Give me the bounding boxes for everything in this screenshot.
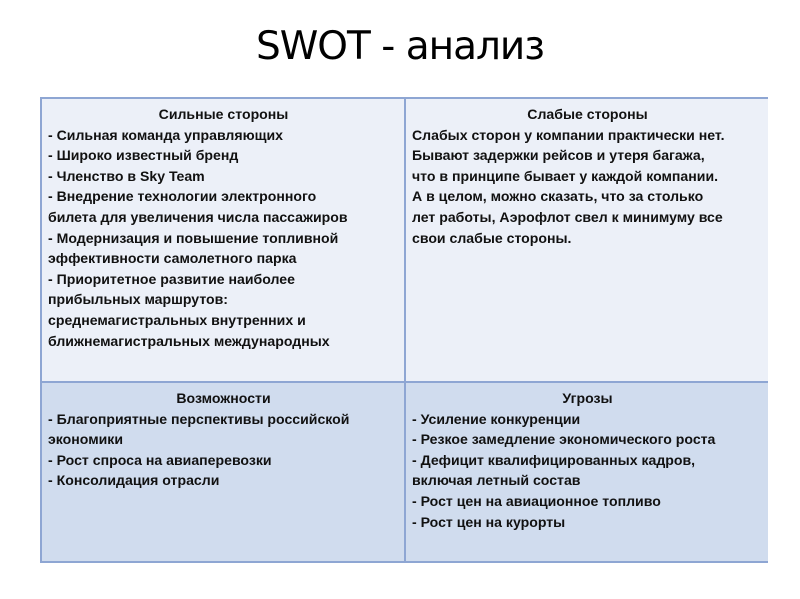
- threats-line: включая летный состав: [412, 472, 581, 489]
- threats-cell: [406, 383, 768, 561]
- weaknesses-line: А в целом, можно сказать, что за столько: [412, 188, 704, 205]
- weaknesses-line: Слабых сторон у компании практически нет.: [412, 126, 725, 143]
- strengths-line: - Членство в Sky Team: [48, 167, 205, 184]
- swot-table: [40, 97, 768, 563]
- weaknesses-line: Бывают задержки рейсов и утеря багажа,: [412, 147, 705, 164]
- strengths-line: эффективности самолетного парка: [48, 250, 297, 267]
- weaknesses-line: свои слабые стороны.: [412, 229, 572, 246]
- weaknesses-line: лет работы, Аэрофлот свел к минимуму все: [412, 208, 723, 225]
- threats-line: - Дефицит квалифицированных кадров,: [412, 451, 696, 468]
- threats-heading: Угрозы: [562, 390, 613, 406]
- weaknesses-line: что в принципе бывает у каждой компании.: [412, 167, 719, 184]
- strengths-line: прибыльных маршрутов:: [48, 291, 228, 308]
- threats-line: - Резкое замедление экономического роста: [412, 431, 716, 448]
- opportunities-heading: Возможности: [176, 390, 271, 406]
- threats-line: - Рост цен на авиационное топливо: [412, 492, 661, 509]
- strengths-line: билета для увеличения числа пассажиров: [48, 208, 348, 225]
- opportunities-cell: [42, 383, 406, 561]
- page-title: SWOT - анализ: [255, 24, 544, 69]
- strengths-line: - Внедрение технологии электронного: [48, 188, 317, 205]
- strengths-line: среднемагистральных внутренних и: [48, 311, 306, 328]
- weaknesses-heading: Слабые стороны: [527, 106, 648, 122]
- strengths-line: - Приоритетное развитие наиболее: [48, 270, 295, 287]
- weaknesses-cell: [406, 99, 768, 383]
- opportunities-line: - Благоприятные перспективы российской: [48, 410, 350, 427]
- strengths-heading: Сильные стороны: [158, 106, 289, 122]
- opportunities-line: экономики: [48, 431, 124, 448]
- strengths-cell: [42, 99, 406, 383]
- opportunities-line: - Рост спроса на авиаперевозки: [48, 451, 272, 468]
- opportunities-line: - Консолидация отрасли: [48, 472, 220, 489]
- strengths-line: - Модернизация и повышение топливной: [48, 229, 339, 246]
- strengths-line: - Широко известный бренд: [48, 147, 239, 164]
- threats-line: - Рост цен на курорты: [412, 513, 566, 530]
- strengths-line: - Сильная команда управляющих: [48, 126, 284, 143]
- threats-line: - Усиление конкуренции: [412, 410, 581, 427]
- strengths-line: ближнемагистральных международных: [48, 332, 330, 349]
